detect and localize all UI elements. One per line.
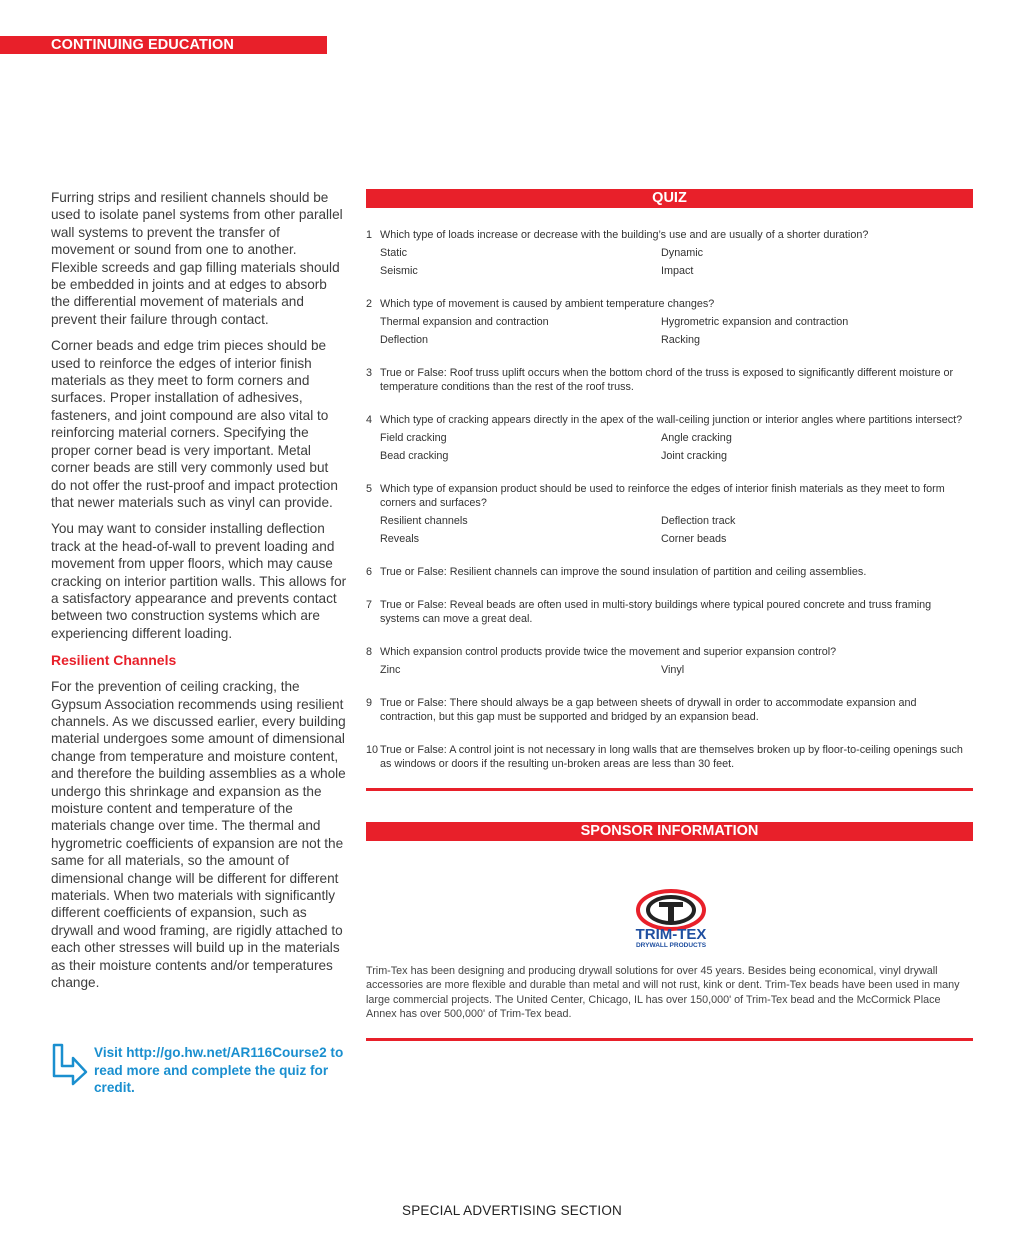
- sponsor-description: Trim-Tex has been designing and producing drywall solutions for over 45 years. Besides being economical, vinyl drywall accessories are more flexible and durable than metal and will not rust, kink or dent. Trim-Tex beads have been used in many large commercial projects. The United Center, Chicago, IL has over 150,000' of Trim-Tex bead and the McCormick Place Annex has over 500,000' of Trim-Tex bead.: [366, 965, 960, 1021]
- article-body: [51, 189, 347, 1000]
- answer-option[interactable]: Dynamic: [661, 247, 703, 259]
- divider: [366, 788, 973, 791]
- answer-options: [380, 315, 973, 347]
- article-paragraph: Furring strips and resilient channels should be used to isolate panel systems from other parallel wall systems to prevent the transfer of movement or sound from one to another. Flexible screeds and gap filling materials should be embedded in joints and at edges to absorb the differential movement of materials and prevent their failure through contact.: [51, 190, 343, 327]
- section-header-label: CONTINUING EDUCATION: [51, 37, 234, 53]
- question-number: 4: [366, 414, 373, 426]
- quiz-question: [366, 645, 973, 677]
- answer-option[interactable]: Corner beads: [661, 533, 727, 545]
- quiz-question: [366, 696, 973, 724]
- question-text: Which expansion control products provide twice the movement and superior expansion control?: [380, 646, 837, 658]
- question-number: 5: [366, 483, 373, 495]
- quiz-column: [366, 189, 973, 1021]
- question-text: Which type of expansion product should be used to reinforce the edges of interior finish materials as they meet to form corners and surfaces?: [380, 483, 945, 509]
- article-subheading: Resilient Channels: [51, 652, 177, 669]
- question-number: 7: [366, 599, 373, 611]
- question-number: 6: [366, 566, 373, 578]
- answer-option[interactable]: Deflection: [380, 334, 429, 346]
- article-paragraph: Corner beads and edge trim pieces should be used to reinforce the edges of interior finish materials as they meet to form corners and surfaces. Proper installation of adhesives, fasteners, and joint compound are also vital to reinforcing material corners. Specifying the proper corner bead is very important. Metal corner beads are still very commonly used but do not offer the rust-proof and impact protection that newer materials such as vinyl can provide.: [51, 338, 338, 510]
- quiz-list: [366, 228, 973, 771]
- question-number: 8: [366, 646, 373, 658]
- quiz-question: [366, 297, 973, 347]
- answer-option[interactable]: Racking: [661, 334, 701, 346]
- question-text: True or False: A control joint is not necessary in long walls that are themselves broken up by floor-to-ceiling openings such as windows or doors if the resulting un-broken areas are less than 30 feet.: [380, 744, 963, 770]
- question-text: Which type of movement is caused by ambient temperature changes?: [380, 298, 715, 310]
- question-number: 2: [366, 298, 373, 310]
- article-paragraph: For the prevention of ceiling cracking, the Gypsum Association recommends using resilient channels. As we discussed earlier, every building material undergoes some amount of dimensional change from temperature and moisture content, and therefore the building assemblies as a whole undergo this shrinkage and expansion as the moisture content and temperature of the materials change over time. The thermal and hygrometric coefficients of expansion are not the same for all materials, so the amount of dimensional change will be different for different materials. When two materials with significantly different coefficients of expansion, such as drywall and wood framing, are rigidly attached to each other stresses will build up in the materials as their moisture contents and/or temperatures change.: [51, 679, 346, 991]
- question-number: 9: [366, 697, 373, 709]
- course-link-callout[interactable]: [51, 1042, 351, 1102]
- sponsor-title: SPONSOR INFORMATION: [366, 822, 973, 841]
- question-number: 1: [366, 229, 373, 241]
- quiz-question: [366, 413, 973, 463]
- trim-tex-logo: [623, 889, 719, 949]
- answer-option[interactable]: Hygrometric expansion and contraction: [661, 316, 849, 328]
- quiz-question: [366, 482, 973, 546]
- question-text: Which type of loads increase or decrease with the building’s use and are usually of a shorter duration?: [380, 229, 869, 241]
- answer-option[interactable]: Impact: [661, 265, 694, 277]
- quiz-question: [366, 565, 973, 579]
- answer-option[interactable]: Angle cracking: [661, 432, 732, 444]
- question-number: 10: [366, 744, 379, 756]
- answer-option[interactable]: Reveals: [380, 533, 420, 545]
- answer-option[interactable]: Resilient channels: [380, 515, 468, 527]
- answer-option[interactable]: Vinyl: [661, 664, 685, 676]
- answer-option[interactable]: Joint cracking: [661, 450, 728, 462]
- answer-options: [380, 431, 973, 463]
- question-text: True or False: Resilient channels can improve the sound insulation of partition and ceiling assemblies.: [380, 566, 867, 578]
- answer-option[interactable]: Zinc: [380, 664, 401, 676]
- section-header-bar: [0, 36, 327, 54]
- question-text: True or False: There should always be a gap between sheets of drywall in order to accommodate expansion and contraction, but this gap must be supported and bridged by an expansion bead.: [380, 697, 917, 723]
- answer-option[interactable]: Field cracking: [380, 432, 447, 444]
- course-link-text[interactable]: Visit http://go.hw.net/AR116Course2 to read more and complete the quiz for credit.: [94, 1045, 344, 1096]
- answer-options: [380, 246, 973, 278]
- answer-option[interactable]: Thermal expansion and contraction: [380, 316, 549, 328]
- footer-label: SPECIAL ADVERTISING SECTION: [402, 1203, 622, 1218]
- quiz-question: [366, 366, 973, 394]
- divider: [366, 1038, 973, 1041]
- answer-options: [380, 663, 973, 677]
- article-paragraph: You may want to consider installing deflection track at the head-of-wall to prevent loading and movement from upper floors, which may cause cracking on interior partition walls. This allows for a satisfactory appearance and prevents contact between two construction systems which are experiencing different loading.: [51, 521, 347, 641]
- quiz-question: [366, 228, 973, 278]
- quiz-question: [366, 743, 973, 771]
- question-number: 3: [366, 367, 373, 379]
- answer-option[interactable]: Static: [380, 247, 408, 259]
- answer-option[interactable]: Seismic: [380, 265, 418, 277]
- question-text: True or False: Roof truss uplift occurs when the bottom chord of the truss is exposed to significantly different moisture or temperature conditions than the rest of the roof truss.: [380, 367, 954, 393]
- answer-option[interactable]: Bead cracking: [380, 450, 449, 462]
- svg-text:DRYWALL PRODUCTS: DRYWALL PRODUCTS: [635, 942, 707, 949]
- question-text: True or False: Reveal beads are often used in multi-story buildings where typical poured concrete and truss framing systems can move a great deal.: [380, 599, 932, 625]
- question-text: Which type of cracking appears directly in the apex of the wall-ceiling junction or interior angles where partitions intersect?: [380, 414, 963, 426]
- svg-text:TRIM-TEX: TRIM-TEX: [635, 926, 707, 943]
- quiz-title: QUIZ: [366, 189, 973, 208]
- arrow-icon: [51, 1042, 89, 1086]
- answer-option[interactable]: Deflection track: [661, 515, 736, 527]
- answer-options: [380, 514, 973, 546]
- quiz-question: [366, 598, 973, 626]
